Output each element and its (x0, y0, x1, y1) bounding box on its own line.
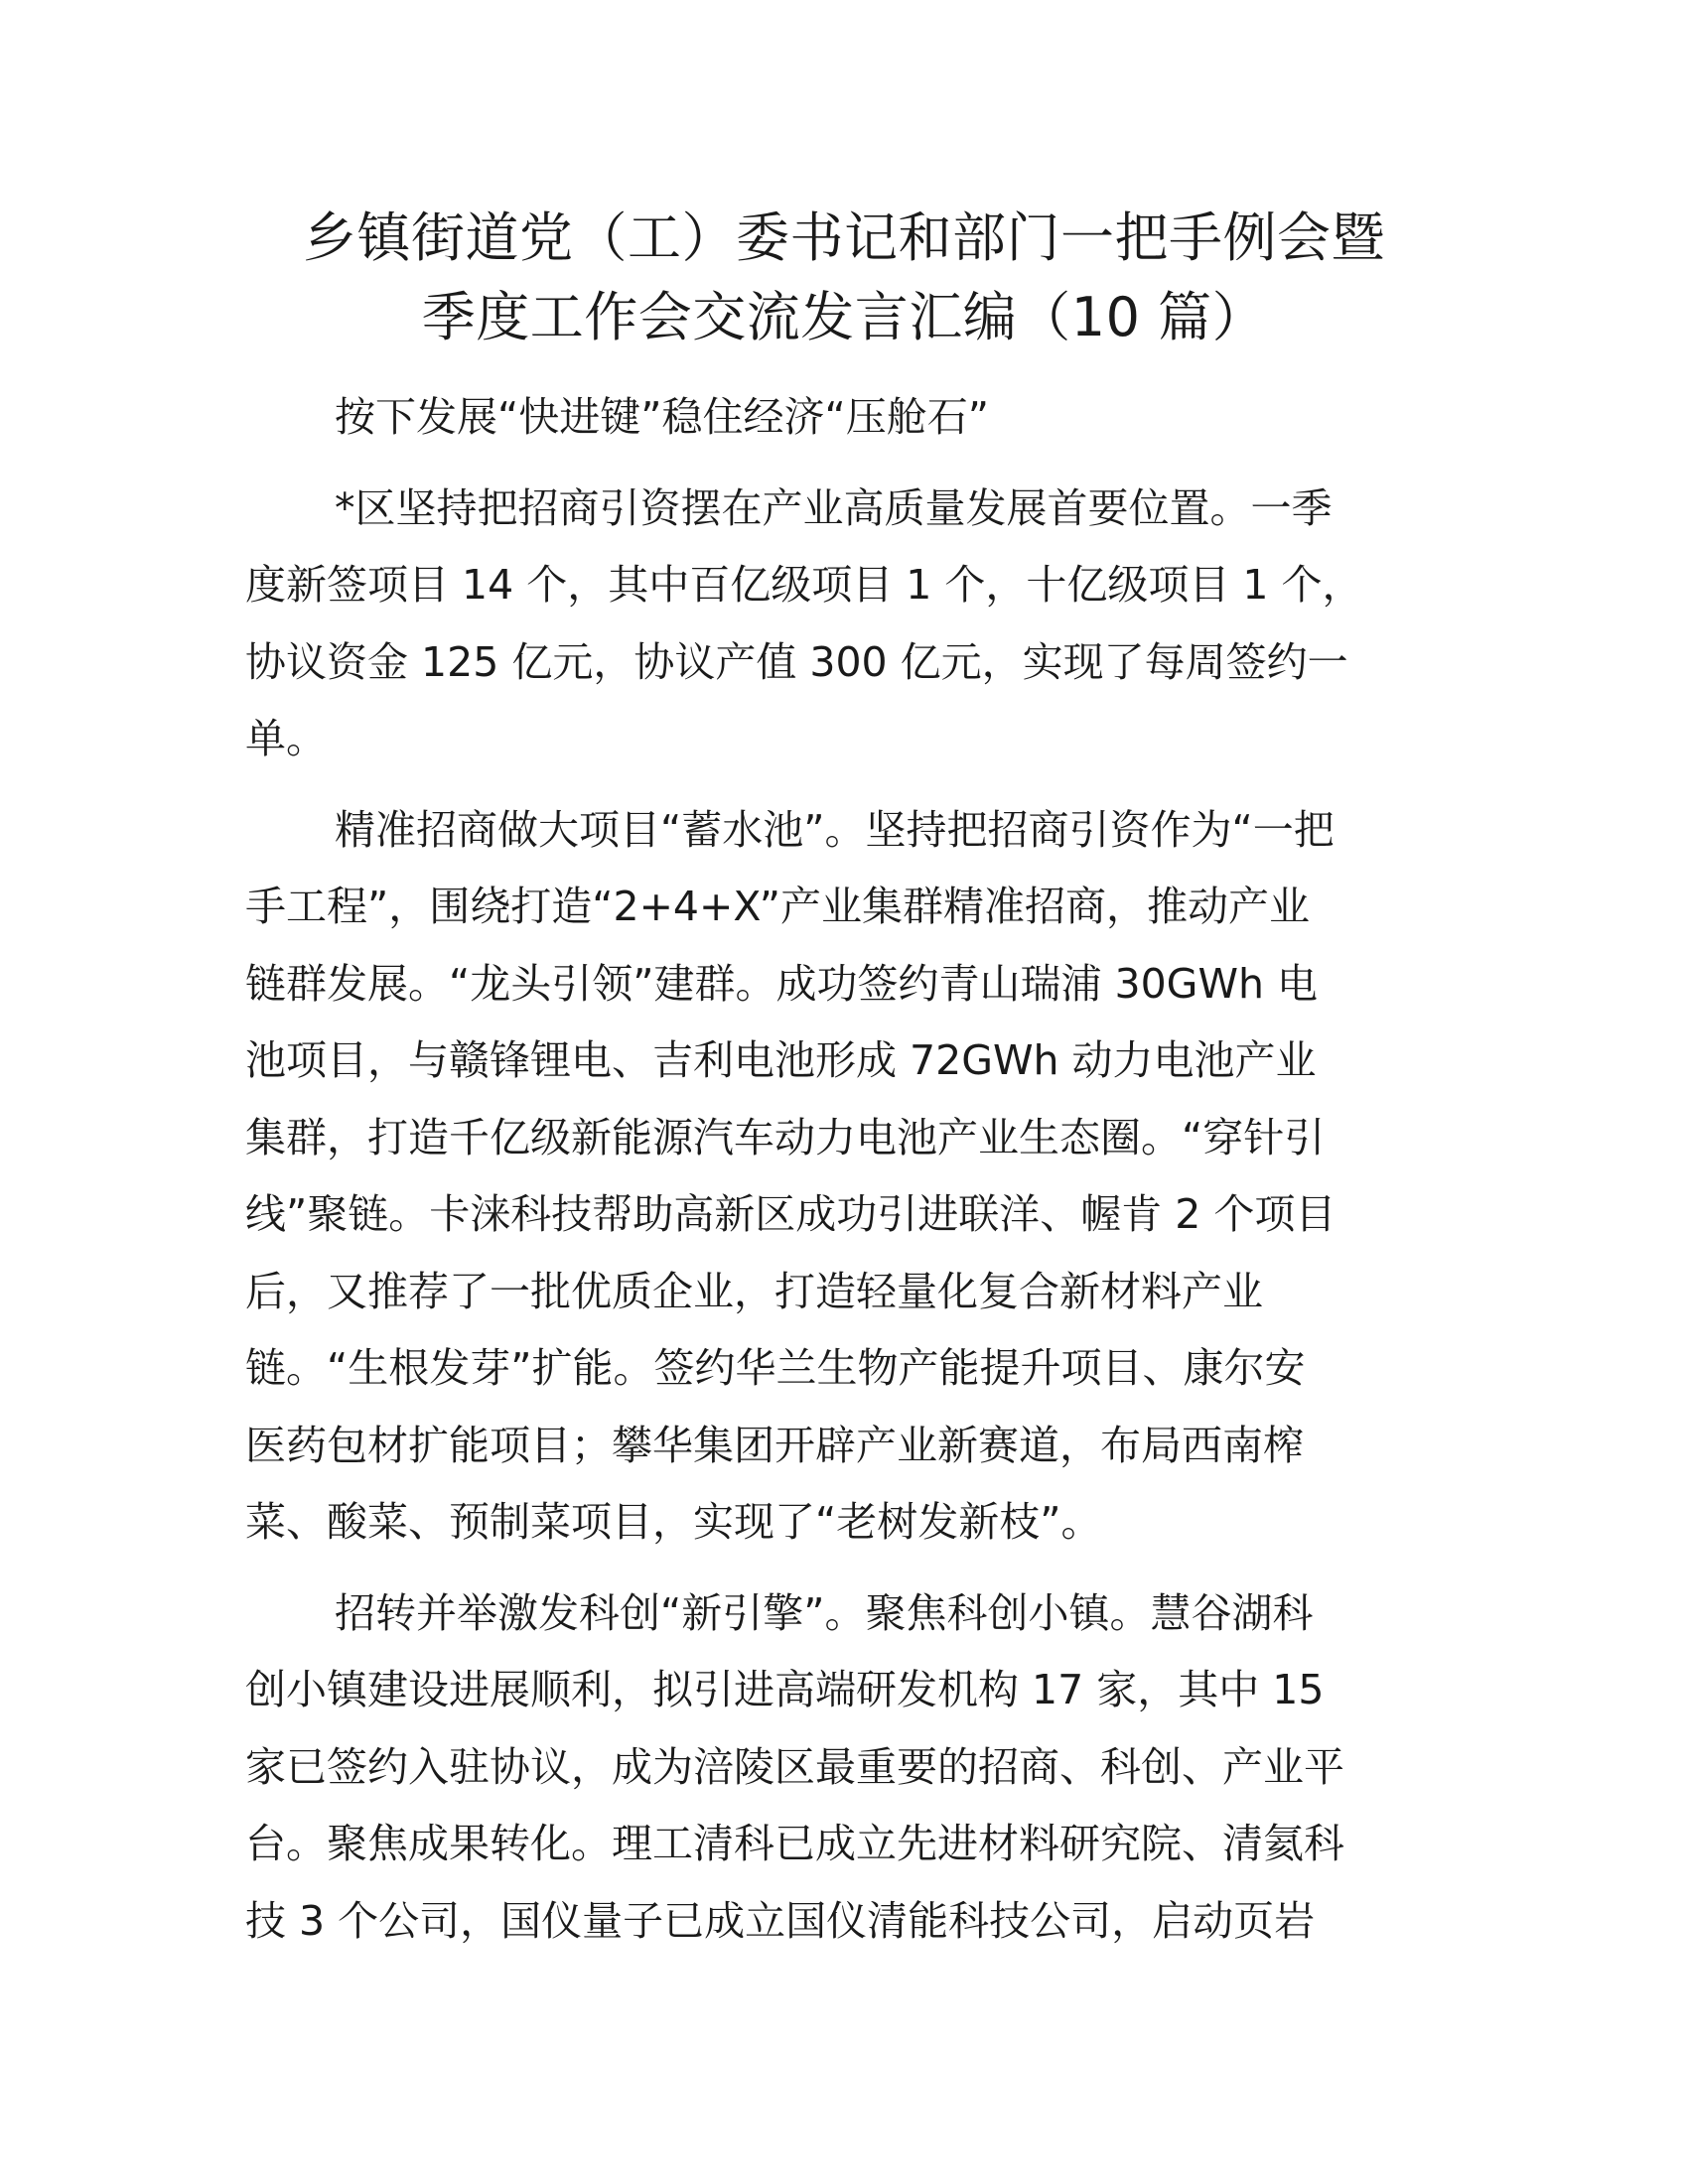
section-subheading (245, 379, 1437, 457)
document-title (248, 199, 1440, 357)
title-line-1: 乡镇街道党（工）委书记和部门一把手例会暨 (303, 206, 1385, 269)
paragraph-line: *区坚持把招商引资摆在产业高质量发展首要位置。一季 (335, 483, 1333, 532)
paragraph-line: 手工程”，围绕打造“2+4+X”产业集群精准招商，推动产业 (245, 883, 1311, 930)
paragraph-line: 链。“生根发芽”扩能。签约华兰生物产能提升项目、康尔安 (245, 1344, 1306, 1392)
paragraph-line: 家已签约入驻协议，成为涪陵区最重要的招商、科创、产业平 (245, 1742, 1344, 1791)
paragraph-line: 技 3 个公司，国仪量子已成立国仪清能科技公司，启动页岩 (245, 1896, 1316, 1945)
paragraph-line: 台。聚焦成果转化。理工清科已成立先进材料研究院、清氦科 (245, 1820, 1344, 1867)
title-line-2: 季度工作会交流发言汇编（10 篇） (421, 286, 1267, 348)
paragraph-line: 度新签项目 14 个，其中百亿级项目 1 个，十亿级项目 1 个， (245, 561, 1363, 609)
paragraph-line: 创小镇建设进展顺利，拟引进高端研发机构 17 家，其中 15 (245, 1666, 1325, 1713)
paragraph-line: 链群发展。“龙头引领”建群。成功签约青山瑞浦 30GWh 电 (245, 959, 1319, 1008)
paragraph-2 (245, 792, 1437, 1562)
paragraph-line: 集群，打造千亿级新能源汽车动力电池产业生态圈。“穿针引 (245, 1113, 1326, 1161)
paragraph-line: 单。 (245, 715, 327, 762)
paragraph-line: 招转并举激发科创“新引擎”。聚焦科创小镇。慧谷湖科 (335, 1588, 1314, 1637)
paragraph-line: 池项目，与赣锋锂电、吉利电池形成 72GWh 动力电池产业 (245, 1036, 1317, 1084)
document-body (245, 379, 1437, 1960)
subheading-text: 按下发展“快进键”稳住经济“压舱石” (335, 393, 989, 441)
paragraph-line: 后，又推荐了一批优质企业，打造轻量化复合新材料产业 (245, 1267, 1263, 1315)
paragraph-line: 菜、酸菜、预制菜项目，实现了“老树发新枝”。 (245, 1498, 1102, 1546)
paragraph-line: 协议资金 125 亿元，协议产值 300 亿元，实现了每周签约一 (245, 637, 1348, 686)
paragraph-line: 医药包材扩能项目；攀华集团开辟产业新赛道，布局西南榨 (245, 1421, 1304, 1469)
paragraph-1 (245, 471, 1437, 778)
paragraph-line: 精准招商做大项目“蓄水池”。坚持把招商引资作为“一把 (335, 805, 1335, 854)
paragraph-3 (245, 1575, 1437, 1961)
paragraph-line: 线”聚链。卡涞科技帮助高新区成功引进联洋、幄肯 2 个项目 (245, 1190, 1336, 1238)
